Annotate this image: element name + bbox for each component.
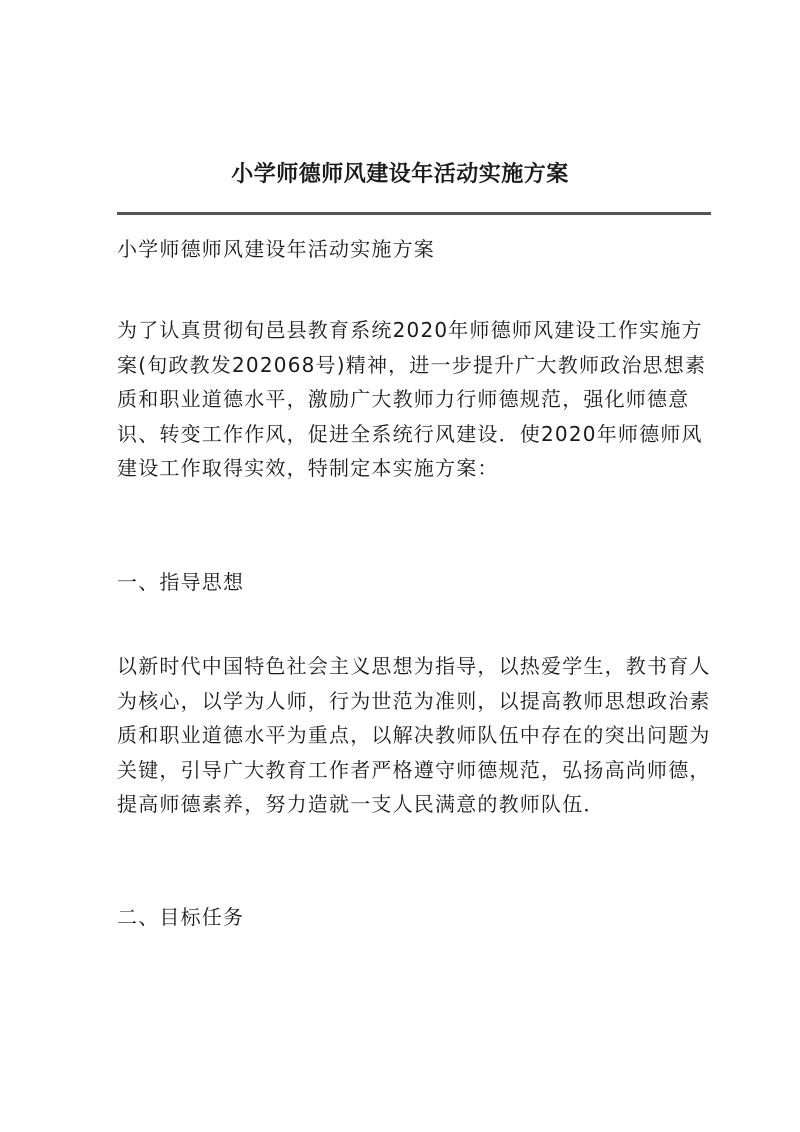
paragraph-line: 识、转变工作作风，促进全系统行风建设．使2020年师德师风 xyxy=(117,421,703,446)
paragraph-line: 案(旬政教发202068号)精神，进一步提升广大教师政治思想素 xyxy=(117,352,707,377)
paragraph-line: 关键，引导广大教育工作者严格遵守师德规范，弘扬高尚师德， xyxy=(117,757,711,782)
intro-paragraph xyxy=(117,313,717,486)
paragraph-line: 为了认真贯彻旬邑县教育系统2020年师德师风建设工作实施方 xyxy=(117,318,703,342)
paragraph-line: 质和职业道德水平，激励广大教师力行师德规范，强化师德意 xyxy=(117,387,690,411)
title-divider xyxy=(117,212,711,215)
document-title: 小学师德师风建设年活动实施方案 xyxy=(231,161,569,187)
section-heading-objectives: 二、目标任务 xyxy=(117,905,245,929)
section-heading-guiding-ideology: 一、指导思想 xyxy=(117,570,245,594)
paragraph-line: 建设工作取得实效，特制定本实施方案： xyxy=(117,456,499,480)
paragraph-line: 以新时代中国特色社会主义思想为指导，以热爱学生，教书育人 xyxy=(117,654,711,678)
paragraph-line: 提高师德素养，努力造就一支人民满意的教师队伍． xyxy=(117,792,605,816)
document-subtitle: 小学师德师风建设年活动实施方案 xyxy=(117,237,435,261)
paragraph-line: 为核心，以学为人师，行为世范为准则，以提高教师思想政治素 xyxy=(117,688,711,713)
guiding-ideology-paragraph xyxy=(117,649,717,822)
paragraph-line: 质和职业道德水平为重点，以解决教师队伍中存在的突出问题为 xyxy=(117,723,711,747)
